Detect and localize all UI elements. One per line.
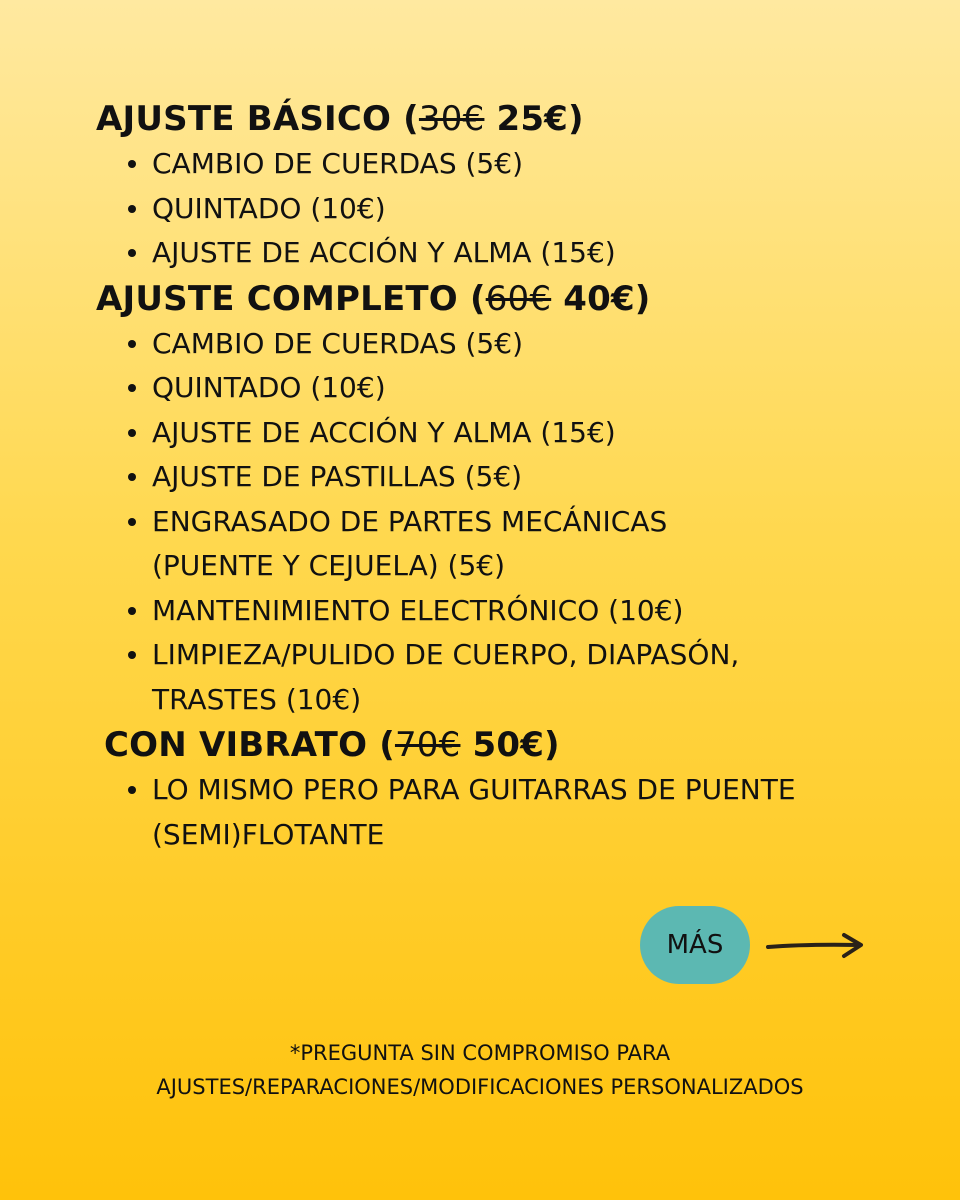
item-text: CAMBIO DE CUERDAS (5€): [152, 326, 523, 360]
list-item: [128, 322, 896, 367]
list-item: [128, 366, 896, 411]
list-item: [128, 768, 896, 857]
bullet-icon: [128, 249, 136, 257]
item-text: AJUSTE DE ACCIÓN Y ALMA (15€): [152, 415, 616, 449]
bullet-icon: [128, 429, 136, 437]
bullet-icon: [128, 340, 136, 348]
item-text: LO MISMO PERO PARA GUITARRAS DE PUENTE (SEMI)FLOTANTE: [152, 773, 796, 851]
price-list: [96, 96, 896, 857]
item-text: MANTENIMIENTO ELECTRÓNICO (10€): [152, 593, 684, 627]
item-text: AJUSTE DE PASTILLAS (5€): [152, 460, 523, 493]
item-text: QUINTADO (10€): [152, 371, 386, 404]
service-list-ajuste-completo: [128, 322, 896, 723]
list-item: [128, 231, 896, 276]
section-title-con-vibrato: [104, 722, 896, 768]
arrow-right-icon[interactable]: [766, 930, 866, 962]
new-price: 50€): [460, 725, 560, 765]
bullet-icon: [128, 384, 136, 392]
list-item: [128, 589, 896, 634]
list-item: [128, 187, 896, 232]
bullet-icon: [128, 205, 136, 213]
section-title-ajuste-completo: [96, 276, 896, 322]
section-title-ajuste-basico: [96, 96, 896, 142]
list-item: [128, 633, 896, 722]
service-list-con-vibrato: [128, 768, 896, 857]
old-price: 70€: [394, 725, 461, 765]
footnote-line-1: *PREGUNTA SIN COMPROMISO PARA: [289, 1041, 671, 1065]
item-text: AJUSTE DE ACCIÓN Y ALMA (15€): [152, 236, 616, 269]
section-title-text: AJUSTE BÁSICO (: [96, 99, 419, 139]
list-item: [128, 455, 896, 500]
new-price: 25€): [484, 99, 584, 139]
footnote: [0, 1036, 960, 1104]
bullet-icon: [128, 160, 136, 168]
service-list-ajuste-basico: [128, 142, 896, 276]
old-price: 30€: [418, 99, 485, 139]
bullet-icon: [128, 651, 136, 659]
old-price: 60€: [485, 278, 552, 319]
bullet-icon: [128, 473, 136, 481]
footnote-line-2: AJUSTES/REPARACIONES/MODIFICACIONES PERSONALIZADOS: [156, 1075, 804, 1099]
list-item: [128, 500, 896, 589]
new-price: 40€): [551, 278, 651, 319]
list-item: [128, 411, 896, 456]
more-button[interactable]: MÁS: [640, 906, 750, 984]
section-title-text: CON VIBRATO (: [104, 725, 395, 765]
item-text: LIMPIEZA/PULIDO DE CUERPO, DIAPASÓN, TRASTES (10€): [152, 638, 740, 716]
list-item: [128, 142, 896, 187]
bullet-icon: [128, 786, 136, 794]
bullet-icon: [128, 607, 136, 615]
bullet-icon: [128, 518, 136, 526]
item-text: CAMBIO DE CUERDAS (5€): [152, 147, 523, 180]
item-text: QUINTADO (10€): [152, 191, 386, 225]
section-title-text: AJUSTE COMPLETO (: [96, 278, 486, 319]
item-text: ENGRASADO DE PARTES MECÁNICAS (PUENTE Y CEJUELA) (5€): [152, 504, 668, 582]
